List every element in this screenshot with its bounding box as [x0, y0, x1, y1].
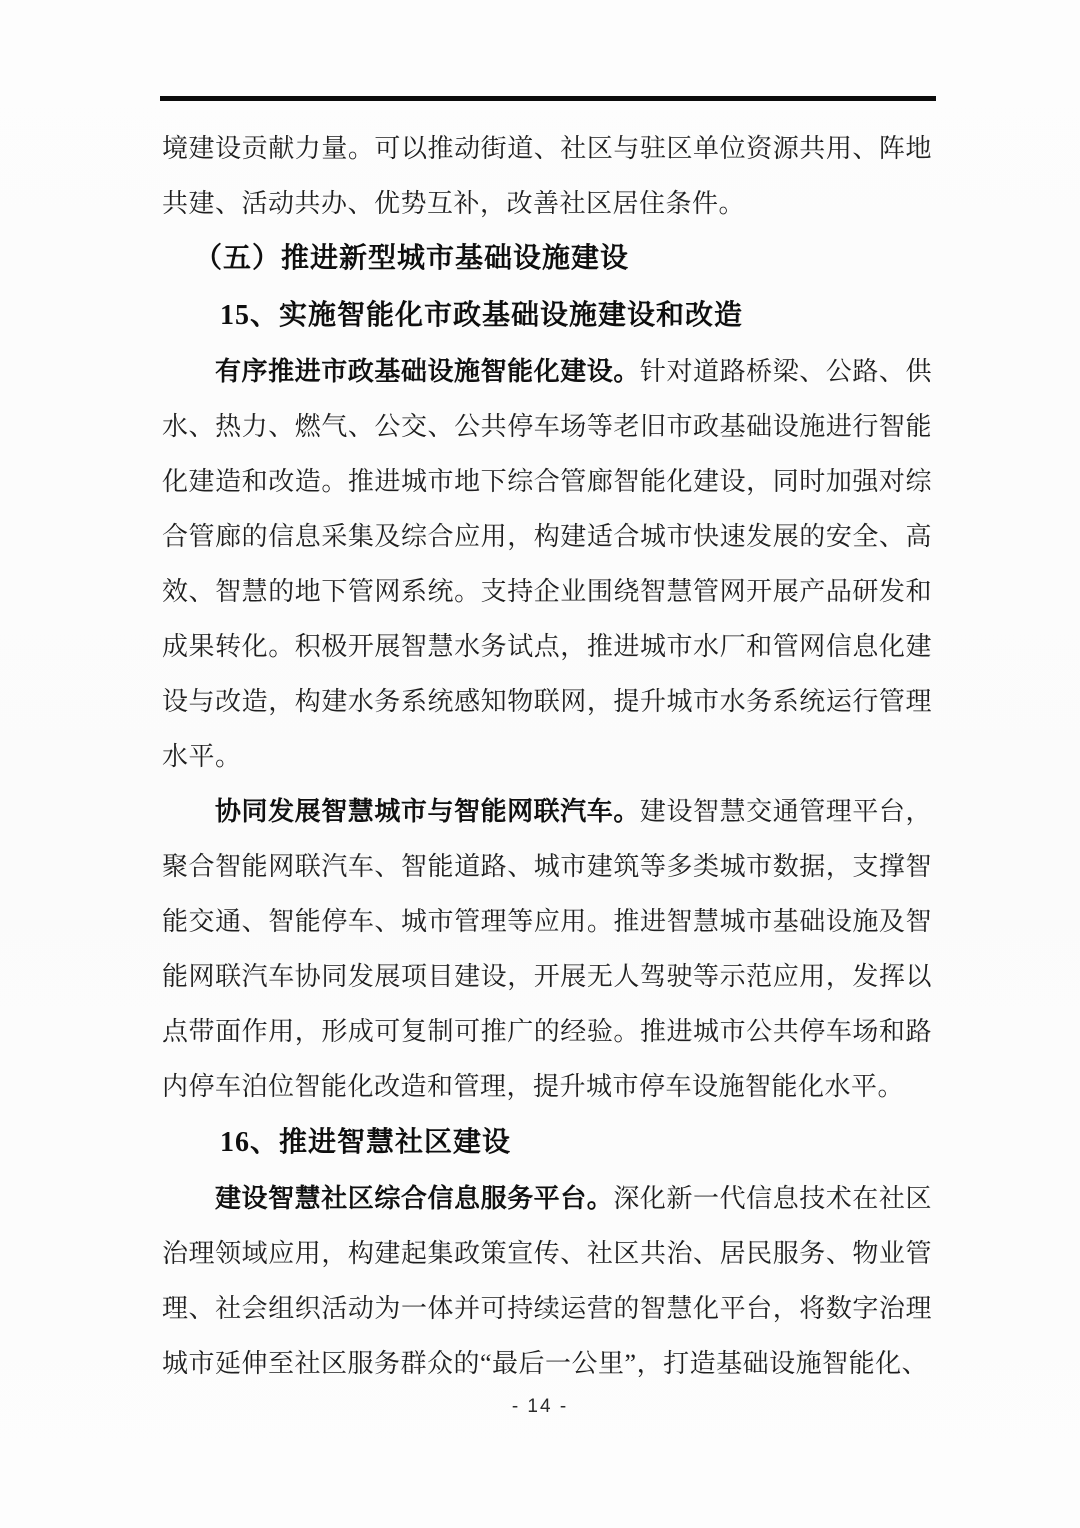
item-15-heading: 15、实施智能化市政基础设施建设和改造 [220, 300, 744, 331]
paragraph-municipal-infrastructure [162, 344, 932, 784]
item-16-heading: 16、推进智慧社区建设 [220, 1127, 512, 1158]
paragraph-municipal-lead: 有序推进市政基础设施智能化建设。 [215, 357, 640, 386]
paragraph-smart-community [162, 1171, 932, 1391]
paragraph-connected-vehicles [162, 784, 932, 1114]
paragraph-vehicles-lead: 协同发展智慧城市与智能网联汽车。 [215, 797, 640, 826]
paragraph-vehicles-body: 建设智慧交通管理平台，聚合智能网联汽车、智能道路、城市建筑等多类城市数据，支撑智能交通、智能停车、城市管理等应用。推进智慧城市基础设施及智能网联汽车协同发展项目建设，开展无人驾驶等示范应用，发挥以点带面作用，形成可复制可推广的经验。推进城市公共停车场和路内停车泊位智能化改造和管理，提升城市停车设施智能化水平。 [162, 797, 932, 1101]
section-5-heading: （五）推进新型城市基础设施建设 [194, 243, 630, 274]
paragraph-community-body: 深化新一代信息技术在社区治理领域应用，构建起集政策宣传、社区共治、居民服务、物业管理、社会组织活动为一体并可持续运营的智慧化平台，将数字治理城市延伸至社区服务群众的“最后一公里”，打造基础设施智能化、 [162, 1184, 932, 1378]
paragraph-community-lead: 建设智慧社区综合信息服务平台。 [215, 1184, 614, 1213]
paragraph-municipal-body: 针对道路桥梁、公路、供水、热力、燃气、公交、公共停车场等老旧市政基础设施进行智能化建造和改造。推进城市地下综合管廊智能化建设，同时加强对综合管廊的信息采集及综合应用，构建适合城市快速发展的安全、高效、智慧的地下管网系统。支持企业围绕智慧管网开展产品研发和成果转化。积极开展智慧水务试点，推进城市水厂和管网信息化建设与改造，构建水务系统感知物联网，提升城市水务系统运行管理水平。 [162, 357, 932, 771]
document-content [162, 121, 932, 1391]
page-number: - 14 - [511, 1396, 569, 1417]
paragraph-continuation: 境建设贡献力量。可以推动街道、社区与驻区单位资源共用、阵地共建、活动共办、优势互补，改善社区居住条件。 [162, 134, 932, 218]
header-rule [160, 96, 936, 101]
